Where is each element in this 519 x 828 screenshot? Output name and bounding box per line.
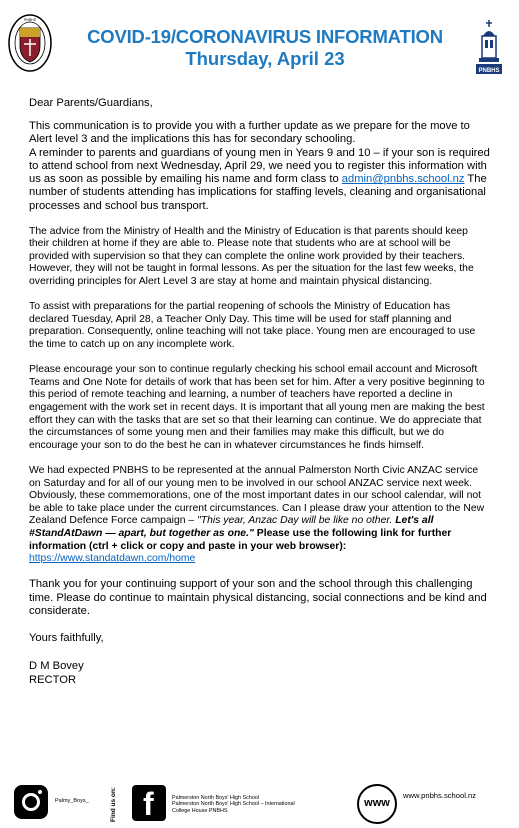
paragraph-teacher-only-day: To assist with preparations for the partial reopening of schools the Ministry of Education has declared Tuesday, April 28, a Teacher Only Day. This time will be used for staff planning and preparation. Consequently, online teaching will not take place. Young men are encouraged to use the time to catch up on any incomplete work. (29, 301, 476, 351)
anzac-text: We had expected PNBHS to be represented at the annual Palmerston North Civic ANZAC service on Saturday and for all of our young men to be involved in our school ANZAC service next week. Obviously, these commemorations, one of the most important dates in our school calendar, will not be able to take place under the current circumstances. Can I please draw your attention to the New Zealand Defence Force campaign – (29, 464, 485, 527)
page-title: COVID-19/CORONAVIRUS INFORMATION (87, 26, 443, 47)
registration-text: A reminder to parents and guardians of young men in Years 9 and 10 – if your son is required to attend school from next Wednesday, April 29, we need you to register this information with us as soon as possible by emailing his name and form class to (29, 146, 490, 186)
letter-body (29, 97, 491, 687)
facebook-pages (172, 795, 295, 814)
instagram-handle[interactable]: Palmy_Boys_ (55, 798, 89, 804)
paragraph-school-email: Please encourage your son to continue regularly checking his school email account and Microsoft Teams and One Note for details of work that has been set for him. After a very positive beginning to this period of remote teaching and learning, a number of teachers have reported a decline in engagement with the work set in recent days. It is important that all young men are making the best effort they can with the tasks that are set so that their learning can continue. We do appreciate that the circumstances of some young men and their families may make this difficult, but we do encourage your son to do the best he can in whatever circumstances he finds himself. (29, 364, 485, 451)
stand-at-dawn-link[interactable]: https://www.standatdawn.com/home (29, 553, 196, 565)
svg-text:PNBHS: PNBHS (23, 18, 37, 22)
svg-text:PNBHS: PNBHS (478, 68, 500, 74)
signatory-name: D M Bovey (29, 659, 84, 672)
facebook-page-1[interactable]: Palmerston North Boys' High School (172, 795, 260, 801)
facebook-page-3[interactable]: College House PNBHS (172, 807, 228, 814)
letter-header (0, 0, 519, 90)
website-url[interactable]: www.pnbhs.school.nz (403, 791, 477, 800)
header-titles (60, 26, 470, 70)
letter-footer (0, 768, 519, 828)
signatory-title: RECTOR (29, 673, 77, 686)
paragraph-registration (29, 147, 491, 213)
salutation: Dear Parents/Guardians, (29, 97, 153, 109)
facebook-page-2[interactable]: Palmerston North Boys' High School – International (172, 801, 295, 808)
find-us-label: Find us on: (110, 786, 117, 822)
pnbhs-tower-logo (474, 18, 504, 76)
paragraph-update: This communication is to provide you with a further update as we prepare for the move to Alert level 3 and the implications this has for secondary schooling. (29, 120, 470, 146)
paragraph-thank-you: Thank you for your continuing support of your son and the school through this challenging time. Please do continue to maintain physical distancing, social connections and be kind and considerate. (29, 578, 487, 617)
facebook-icon[interactable]: f (132, 785, 166, 821)
registration-text-continued: The number of students attending has implications for staffing levels, cleaning and organisational processes and school bus transport. (29, 173, 487, 212)
instagram-icon[interactable] (14, 785, 48, 819)
school-crest-logo (8, 14, 52, 72)
globe-www-icon[interactable]: www (357, 784, 397, 824)
closing: Yours faithfully, (29, 631, 104, 644)
page-date: Thursday, April 23 (185, 48, 345, 69)
anzac-quote: "This year, Anzac Day will be like no other. (197, 515, 396, 527)
paragraph-ministry-advice: The advice from the Ministry of Health and the Ministry of Education is that parents should keep their children at home if they are able to. Please note that students who are at school will be provided with supervision so that they can complete the online work provided by their teachers. However, they will not be taught in formal lessons. As per the situation for the last few weeks, the overriding principles for Alert Level 3 are stay at home and maintain physical distancing. (29, 225, 474, 288)
anzac-link-instructions: Please use the following link for further information (ctrl + click or copy and paste in your web browser): (29, 527, 452, 552)
paragraph-anzac (29, 465, 491, 566)
anzac-stand-at-dawn: Let's all #StandAtDawn — apart, but together as one." (29, 515, 434, 539)
admin-email-link[interactable]: admin@pnbhs.school.nz (341, 173, 465, 186)
